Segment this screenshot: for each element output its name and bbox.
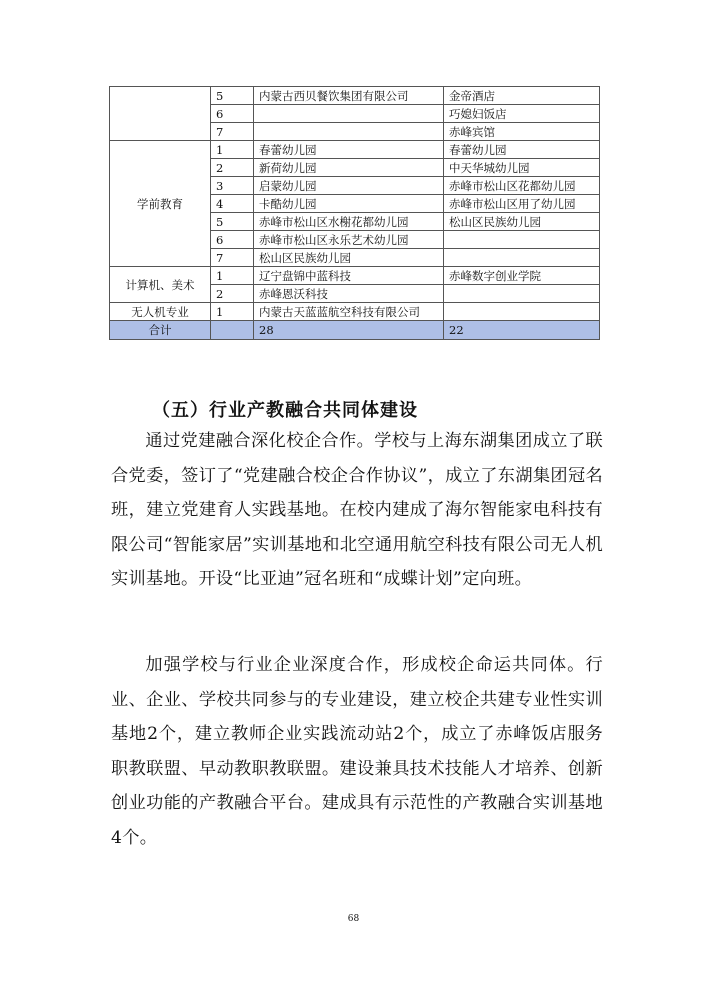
partner-cell: 春蕾幼儿园 (254, 141, 444, 159)
row-number: 6 (211, 105, 254, 123)
total-label: 合计 (110, 321, 211, 340)
row-number: 1 (211, 267, 254, 285)
base-cell: 赤峰数字创业学院 (444, 267, 600, 285)
partner-cell: 赤峰市松山区永乐艺术幼儿园 (254, 231, 444, 249)
table-row (110, 267, 600, 285)
base-cell: 春蕾幼儿园 (444, 141, 600, 159)
partner-cell: 卡酷幼儿园 (254, 195, 444, 213)
base-cell: 赤峰宾馆 (444, 123, 600, 141)
partner-cell: 赤峰市松山区水榭花都幼儿园 (254, 213, 444, 231)
base-cell (444, 231, 600, 249)
partner-cell: 启蒙幼儿园 (254, 177, 444, 195)
base-cell: 赤峰市松山区花都幼儿园 (444, 177, 600, 195)
partner-cell: 内蒙古西贝餐饮集团有限公司 (254, 87, 444, 105)
row-number: 1 (211, 303, 254, 321)
base-cell: 金帝酒店 (444, 87, 600, 105)
partner-cell (254, 123, 444, 141)
total-empty-cell (211, 321, 254, 340)
partner-cell: 内蒙古天蓝蓝航空科技有限公司 (254, 303, 444, 321)
section-heading: （五）行业产教融合共同体建设 (152, 400, 418, 421)
body-paragraph: 加强学校与行业企业深度合作，形成校企命运共同体。行业、企业、学校共同参与的专业建设，建立校企共建专业性实训基地2个，建立教师企业实践流动站2个，成立了赤峰饭店服务职教联盟、早动教职教联盟。建设兼具技术技能人才培养、创新创业功能的产教融合平台。建成具有示范性的产教融合实训基地4个。 (111, 655, 603, 848)
row-number: 6 (211, 231, 254, 249)
base-cell: 赤峰市松山区用了幼儿园 (444, 195, 600, 213)
base-cell: 巧媳妇饭店 (444, 105, 600, 123)
row-number: 2 (211, 285, 254, 303)
category-cell: 学前教育 (110, 141, 211, 267)
row-number: 5 (211, 87, 254, 105)
page-number: 68 (347, 914, 360, 924)
base-cell: 松山区民族幼儿园 (444, 213, 600, 231)
total-partner-count: 28 (254, 321, 444, 340)
partnership-table (109, 86, 600, 340)
table-row (110, 141, 600, 159)
row-number: 2 (211, 159, 254, 177)
body-paragraph: 通过党建融合深化校企合作。学校与上海东湖集团成立了联合党委，签订了“党建融合校企合作协议”，成立了东湖集团冠名班，建立党建育人实践基地。在校内建成了海尔智能家电科技有限公司“智能家居”实训基地和北空通用航空科技有限公司无人机实训基地。开设“比亚迪”冠名班和“成蝶计划”定向班。 (111, 431, 603, 589)
partner-cell: 赤峰恩沃科技 (254, 285, 444, 303)
partner-cell: 新荷幼儿园 (254, 159, 444, 177)
base-cell (444, 249, 600, 267)
category-cell: 计算机、美术 (110, 267, 211, 303)
row-number: 5 (211, 213, 254, 231)
partner-cell: 辽宁盘锦中蓝科技 (254, 267, 444, 285)
row-number: 3 (211, 177, 254, 195)
partner-cell: 松山区民族幼儿园 (254, 249, 444, 267)
row-number: 1 (211, 141, 254, 159)
table-row (110, 87, 600, 105)
base-cell (444, 285, 600, 303)
base-cell (444, 303, 600, 321)
partner-cell (254, 105, 444, 123)
category-cell: 无人机专业 (110, 303, 211, 321)
total-base-count: 22 (444, 321, 600, 340)
base-cell: 中天华城幼儿园 (444, 159, 600, 177)
table-row (110, 303, 600, 321)
row-number: 7 (211, 123, 254, 141)
row-number: 4 (211, 195, 254, 213)
category-cell (110, 87, 211, 141)
row-number: 7 (211, 249, 254, 267)
total-row (110, 321, 600, 340)
